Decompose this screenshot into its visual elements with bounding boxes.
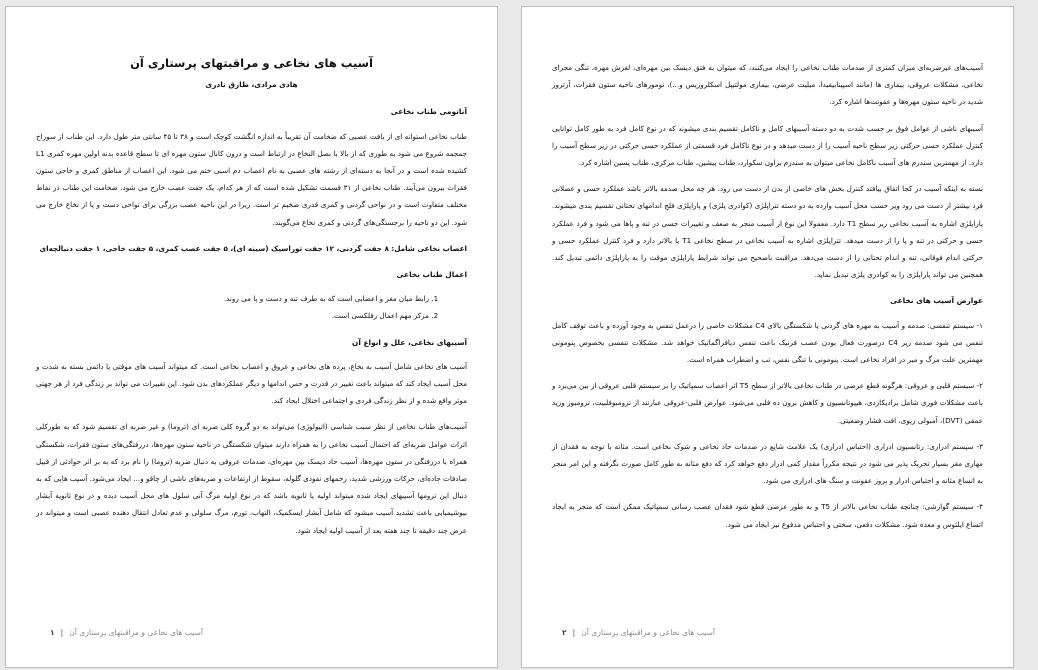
spinal-nerves-line: اعصاب نخاعی شامل: ۸ جفت گردنی، ۱۲ جفت توراسیک (سینه ای)، ۵ جفت عصب کمری، ۵ جفت خاجی، ۱ جفت دنبالچه‌ای <box>39 243 467 253</box>
paragraph-causes: آسیب‌های طناب نخاعی از نظر سبب شناسی (اتیولوژی) می‌تواند به دو گروه کلی ضربه ای (تروما) و غیر ضربه ای تقسیم شود که به طورکلی اثرات عوامل ضربه‌ای که احتمال آسیب نخاعی را به همراه دارند میتوان شکستگی در ناحیه ستون مهره‌ها، دررفتگی‌های ستون فقرات، شکستگی همراه با دررفتگی در ستون مهره‌ها، آسیب حاد دیسک بین مهره‌ای، صدمات عروقی به دنبال ضربه (تروما) را نام برد که به بر اثر حوادثی از قبیل صادفات جاده‌ای، حرکات ورزشی شدید، زخمهای نفوذی گلوله، سقوط از ارتفاعات و ضربه‌های ناشی از چاقو و... ایجاد می‌شود. آسیب هایی که به دنبال این ترومها آسیبهای ایجاد شده میتواند اولیه یا ثانویه باشد که در نوع اولیه مرگ آنی سلول های محل آسیب دیده و در نوع ثانویه آبشار بیوشیمیایی باعث تشدید آسیب میشود که شامل آبشار ایسکمیک، التهاب، تورم، مرگ سلولی و عدم تعادل انتقال دهنده عصبی است و میتواند در عرض چند دقیقه تا چند هفته بعد از آسیب اولیه ایجاد شود. <box>36 422 467 535</box>
paragraph-urinary: ۳- سیستم ادراری: رتانسیون ادراری (احتباس ادراری) یک علامت شایع در صدمات حاد نخاعی و شوک نخاعی است. مثانه با توجه به فقدان از مهاری مغز بسیار تحریک پذیر می شود در نتیجه مکرراً مقدار کمی ادرار دفع خواهد کرد که دفع مثانه به طور کامل صورت نگرفته و این امر منجر به اتساع مثانه و احتباس ادرار و بروز عفونت و سنگ های ادراری می شود. <box>552 441 983 486</box>
page-number: ۱ <box>50 628 55 637</box>
paragraph-digestive: ۴- سیستم گوارشی: چنانچه طناب نخاعی بالاتر از T5 و به طور عرضی قطع شود فقدان عصب رسانی سمپاتیک ممکن است که منجر به ایجاد اتساع ایلئوس و معده شود. مشکلات دفعی، سختی و احتباس مدفوع نیز ایجاد می شود. <box>552 502 983 529</box>
paragraph-nontraumatic: آسیب‌های غیرضربه‌ای میزان کمتری از صدمات طناب نخاعی را ایجاد می‌کنند، که میتوان به فتق دیسک بین مهره‌ای، لغزش مهره، تنگی مجرای نخاعی، مشکلات عروقی، بیماری ها (مانند اسپینابیفیدا، میلیت عرضی، بیماری مولتیپل اسکلروزیس و...)، تومورهای ناحیه ستون فقرات، آرتروز شدید در ناحیه ستون مهره‌ها و عفونت‌ها اشاره کرد. <box>552 63 983 107</box>
section-heading-anatomy: آناتومی طناب نخاعی <box>390 107 467 117</box>
footer-title: آسیب های نخاعی و مراقبتهای پرستاری آن <box>581 628 715 637</box>
list-item: 1. رابط میان مغز و اعضایی است که به طرف تنه و دست و پا می روند. <box>36 290 429 307</box>
paragraph-anatomy: طناب نخاعی استوانه ای از بافت عصبی که ضخامت آن تقریباً به اندازه انگشت کوچک است و ۳۸ تا ۴۵ سانتی متر طول دارد. این طناب از سوراخ جمجمه شروع می شود به طوری که از بالا با بصل النخاع در ارتباط است و درون کانال ستون مهره ای تا سطح قاعده بدنه اولین مهره کمری L1 کشیده شده است و در آنجا به دسته‌ای از رشته های عصبی به نام اعصاب دم اسبی ختم می شود. این اعصاب از مناطق کمری و خاجی ستون فقرات بیرون می‌آیند. طناب نخاعی از ۳۱ قسمت تشکیل شده است که از هر کدام، یک جفت عصب خارج می شود. ضخامت این طناب در نقاط مختلف متفاوت است و در نواحی گردنی و کمری قدری ضخیم تر است. زیرا در این ناحیه عصب بزرگی برای نواحی دست و پا از نخاع خارج می شود. این دو ناحیه را برجستگی‌های گردنی و کمری نخاع می‌گویند. <box>36 131 467 227</box>
page-1-content <box>36 51 467 548</box>
document-page-2 <box>521 6 1014 668</box>
functions-list <box>36 290 467 324</box>
document-title: آسیب های نخاعی و مراقبتهای پرستاری آن <box>130 56 373 70</box>
paragraph-injuries: آسیب های نخاعی شامل آسیب به نخاع، پرده های نخاعی و عروق و اعصاب نخاعی است. که میتواند آسیب های موقتی یا دائمی بسته به شدت و محل آسیب ایجاد کند که میتواند باعث تغییر در قدرت و حس اندامها و دیگر عملکردهای بدن شود. این تغییرات می تواند بر زندگی فرد از هر جهتی موثر واقع شده و از نظر زندگی فردی و اجتماعی اختلال ایجاد کند. <box>36 361 467 406</box>
list-item: 2. مرکز مهم اعمال رفلکسی است. <box>36 307 429 324</box>
page-footer <box>50 628 203 637</box>
paragraph-cardiovascular: ۲- سیستم قلبی و عروقی: هرگونه قطع عرضی در طناب نخاعی بالاتر از سطح T5 اثر اعصاب سمپاتیک را بر سیستم قلبی عروقی از بین می‌برد و باعث مشکلات فوری شامل برادیکاردی، هیپوتانسیون و کاهش برون ده قلبی می‌شود. عوارض قلبی-عروقی عبارتند از ترومبوفلبیت، ترومبوز ورید عمقی (DVT)، آمبولی ریوی، افت فشار وضعیتی. <box>552 381 983 425</box>
section-heading-complications: عوارض آسیب های نخاعی <box>890 296 983 306</box>
section-heading-injuries: آسیبهای نخاعی، علل و انواع آن <box>352 337 467 347</box>
page-2-content <box>552 59 983 542</box>
section-heading-functions: اعمال طناب نخاعی <box>396 270 467 280</box>
footer-title: آسیب های نخاعی و مراقبتهای پرستاری آن <box>69 628 203 637</box>
document-page-1 <box>5 6 498 668</box>
page-footer <box>562 628 715 637</box>
footer-separator: | <box>60 628 64 637</box>
paragraph-respiratory: ۱- سیستم تنفسی: صدمه و آسیب به مهره های گردنی یا شکستگی بالای C4 مشکلات خاصی را درعمل تنفس به وجود آورده و باعث توقف کامل تنفس می شود صدمه زیر C4 درصورت فعال بودن عصب فرنیک باعث تنفس دیافراگماتیک خواهد شد. مشکلات تنفسی بخصوص پنومونی مهمترین علت مرگ و میر در افراد نخاعی است. پنومونی با تنگی نفس، تب و اضطراب همراه است. <box>552 320 984 365</box>
document-authors: هادی مرادی، طارق نادری <box>205 80 298 90</box>
paragraph-paralysis: بسته به اینکه آسیب در کجا اتفاق بیافتد کنترل بخش های خاصی از بدن از دست می رود. هر چه محل صدمه بالاتر باشد عملکرد حسی و عضلانی فرد بیشتر از دست می رود ویر حسب محل آسیب وارده به دو دسته تتراپلژی (کوادری پلژی) و پاراپلژی فلج اندامهای تحتانی تقسیم بندی میشوند. پاراپلژی اشاره به آسیب نخاعی زیر سطح T1 دارد. معمولا این نوع از آسیب منجر به ضعف و تغییرات حسی در تنه و پاها می شود و فرد عملکرد حسی و حرکتی در تنه و پا را از دست میدهد. تتراپلژی اشاره به آسیب نخاعی در سطح نخاعی T1 یا بالاتر دارد و فرد کنترل عملکرد حسی و حرکتی اندام فوقانی، تنه و اندام تحتانی را از دست می‌دهد. مراقبت ناصحیح می تواند شرایط پاراپلژی موقت را به پاراپلژی دائمی تبدیل کند. همچنین می تواند پاراپلژی را به کوادری پلژی تبدیل نماید. <box>552 184 983 280</box>
page-number: ۲ <box>562 628 567 637</box>
footer-separator: | <box>572 628 576 637</box>
paragraph-classification: آسیبهای ناشی از عوامل فوق بر حسب شدت به دو دسته آسیبهای کامل و ناکامل تقسیم بندی میشوند که در نوع کامل فرد به طور کامل توانایی کنترل عملکرد حسی حرکتی زیر سطح ناحیه آسیب را از دست میدهد و در نوع ناکامل فرد قسمتی از عملکرد حسی حرکتی در زیر سطح آسیب را دارد. از مهمترین سندرم های آسیب ناکامل نخاعی میتوان به سندرم براون سکوارد، طناب پیشین، طناب مرکزی، طناب پسین اشاره کرد. <box>552 123 983 168</box>
